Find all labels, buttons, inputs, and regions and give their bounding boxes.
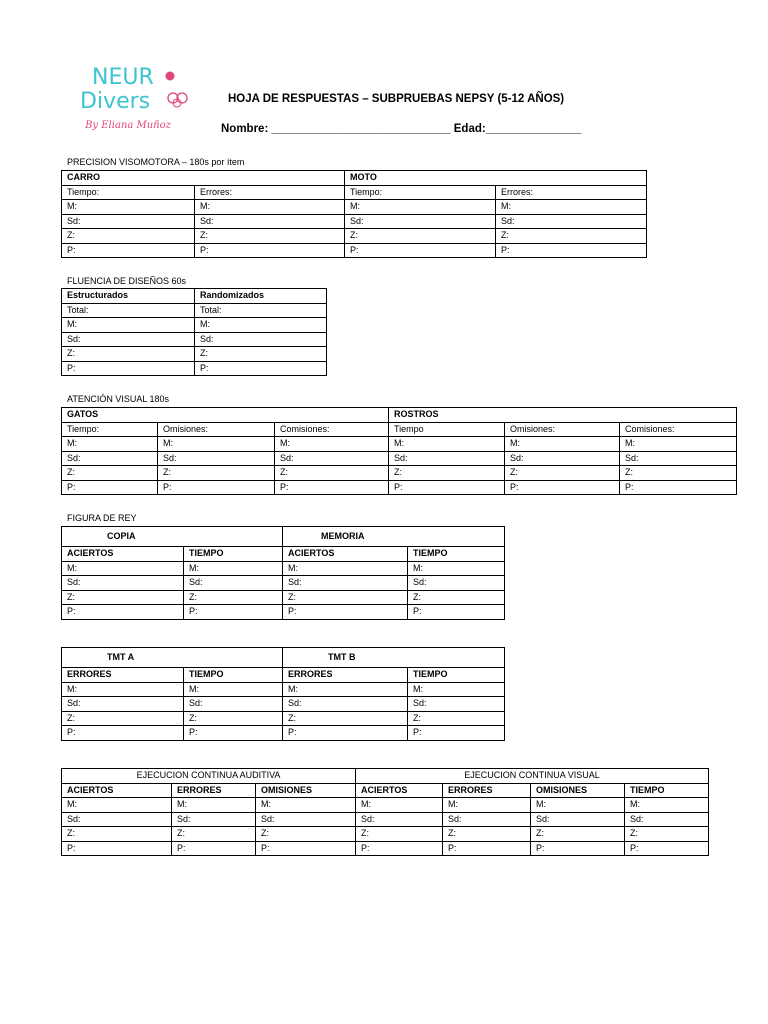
table-row [62, 798, 709, 813]
column-header: TIEMPO [408, 668, 505, 683]
column-header: TIEMPO [184, 547, 283, 562]
precision-table [61, 170, 647, 258]
table-cell[interactable]: Z: [184, 590, 283, 605]
table-cell[interactable]: Sd: [195, 332, 327, 347]
table-cell[interactable]: Sd: [62, 576, 184, 591]
table-cell[interactable]: Z: [158, 466, 275, 481]
table-cell[interactable]: Sd: [389, 451, 505, 466]
table-cell[interactable]: Z: [62, 229, 195, 244]
table-cell[interactable]: Total: [62, 303, 195, 318]
table-cell[interactable]: M: [620, 437, 737, 452]
table-cell[interactable]: P: [62, 361, 195, 376]
table-row [62, 422, 737, 437]
table-row [62, 437, 737, 452]
table-cell[interactable]: M: [256, 798, 356, 813]
logo-dot [166, 72, 175, 81]
group-label-rostros: ROSTROS [389, 408, 737, 423]
table-cell[interactable]: Sd: [505, 451, 620, 466]
table-row [62, 229, 647, 244]
table-cell[interactable]: M: [408, 682, 505, 697]
group-label-moto: MOTO [345, 171, 647, 186]
table-row [62, 590, 505, 605]
table-cell[interactable]: M: [62, 682, 184, 697]
table-row [62, 243, 647, 258]
table-row [62, 332, 327, 347]
column-header: Omisiones: [158, 422, 275, 437]
table-cell[interactable]: Z: [62, 590, 184, 605]
table-cell[interactable]: Sd: [62, 812, 172, 827]
table-cell[interactable]: P: [172, 841, 256, 856]
column-header: OMISIONES [256, 783, 356, 798]
table-row [62, 527, 505, 547]
table-cell[interactable]: Z: [620, 466, 737, 481]
table-cell[interactable]: Sd: [625, 812, 709, 827]
table-cell[interactable]: M: [283, 561, 408, 576]
table-cell[interactable]: Z: [184, 711, 283, 726]
table-cell[interactable]: Z: [625, 827, 709, 842]
table-cell[interactable]: P: [62, 841, 172, 856]
table-cell[interactable]: M: [184, 682, 283, 697]
column-header: OMISIONES [531, 783, 625, 798]
table-row [62, 214, 647, 229]
table-cell[interactable]: P: [531, 841, 625, 856]
column-header: ERRORES [283, 668, 408, 683]
table-cell[interactable]: Z: [389, 466, 505, 481]
table-cell[interactable]: P: [158, 480, 275, 495]
table-cell[interactable]: M: [356, 798, 443, 813]
group-label-carro: CARRO [62, 171, 345, 186]
table-cell[interactable]: Z: [505, 466, 620, 481]
column-header: ACIERTOS [62, 547, 184, 562]
table-cell[interactable]: P: [256, 841, 356, 856]
table-cell[interactable]: M: [625, 798, 709, 813]
table-cell[interactable]: Total: [195, 303, 327, 318]
group-label-copia: COPIA [62, 527, 283, 547]
table-cell[interactable]: Sd: [256, 812, 356, 827]
table-cell[interactable]: Z: [283, 590, 408, 605]
column-header: Randomizados [195, 289, 327, 304]
table-cell[interactable]: Sd: [62, 332, 195, 347]
column-header: Errores: [496, 185, 647, 200]
table-cell[interactable]: M: [496, 200, 647, 215]
group-label-auditiva: EJECUCION CONTINUA AUDITIVA [62, 769, 356, 784]
table-cell[interactable]: P: [62, 605, 184, 620]
column-header: TIEMPO [408, 547, 505, 562]
column-header: Tiempo [389, 422, 505, 437]
table-cell[interactable]: P: [408, 605, 505, 620]
column-header: Estructurados [62, 289, 195, 304]
column-header: ERRORES [62, 668, 184, 683]
table-cell[interactable]: Sd: [443, 812, 531, 827]
column-header: Errores: [195, 185, 345, 200]
table-cell[interactable]: Sd: [345, 214, 496, 229]
table-row [62, 289, 327, 304]
table-cell[interactable]: Sd: [531, 812, 625, 827]
column-header: Comisiones: [275, 422, 389, 437]
table-row [62, 303, 327, 318]
table-row [62, 668, 505, 683]
table-cell[interactable]: Z: [62, 827, 172, 842]
table-cell[interactable]: Sd: [408, 576, 505, 591]
table-cell[interactable]: P: [496, 243, 647, 258]
table-cell[interactable]: M: [389, 437, 505, 452]
table-cell[interactable]: Sd: [283, 697, 408, 712]
table-cell[interactable]: Z: [443, 827, 531, 842]
table-row [62, 726, 505, 741]
column-header: Tiempo: [62, 422, 158, 437]
table-cell[interactable]: Sd: [620, 451, 737, 466]
table-cell[interactable]: Sd: [496, 214, 647, 229]
table-cell[interactable]: P: [283, 605, 408, 620]
table-cell[interactable]: M: [158, 437, 275, 452]
table-row [62, 361, 327, 376]
group-label-memoria: MEMORIA [283, 527, 505, 547]
table-cell[interactable]: M: [345, 200, 496, 215]
logo-signature: By Eliana Muñoz [85, 120, 171, 131]
table-cell[interactable]: Sd: [275, 451, 389, 466]
table-cell[interactable]: Z: [345, 229, 496, 244]
table-cell[interactable]: Z: [275, 466, 389, 481]
table-cell[interactable]: P: [62, 480, 158, 495]
table-cell[interactable]: M: [62, 318, 195, 333]
table-row [62, 547, 505, 562]
table-cell[interactable]: P: [184, 605, 283, 620]
table-cell[interactable]: M: [275, 437, 389, 452]
table-cell[interactable]: M: [443, 798, 531, 813]
table-row [62, 812, 709, 827]
table-row [62, 561, 505, 576]
table-row [62, 841, 709, 856]
table-cell[interactable]: Z: [408, 711, 505, 726]
table-cell[interactable]: P: [620, 480, 737, 495]
group-label-gatos: GATOS [62, 408, 389, 423]
column-header: Comisiones: [620, 422, 737, 437]
table-cell[interactable]: Z: [283, 711, 408, 726]
table-row [62, 347, 327, 362]
table-row [62, 451, 737, 466]
table-cell[interactable]: Sd: [184, 697, 283, 712]
logo-line2: Divers [80, 89, 151, 114]
table-cell[interactable]: P: [345, 243, 496, 258]
table-row [62, 697, 505, 712]
table-cell[interactable]: Z: [408, 590, 505, 605]
rey-table [61, 526, 505, 620]
table-cell[interactable]: Sd: [195, 214, 345, 229]
table-cell[interactable]: Z: [256, 827, 356, 842]
table-cell[interactable]: M: [62, 200, 195, 215]
table-cell[interactable]: P: [356, 841, 443, 856]
group-label-tmt-a: TMT A [62, 648, 283, 668]
column-header: TIEMPO [184, 668, 283, 683]
table-cell[interactable]: Z: [62, 347, 195, 362]
table-row [62, 648, 505, 668]
table-cell[interactable]: Z: [356, 827, 443, 842]
table-cell[interactable]: Sd: [408, 697, 505, 712]
table-row [62, 605, 505, 620]
table-cell[interactable]: Sd: [62, 697, 184, 712]
table-row [62, 769, 709, 784]
table-row [62, 480, 737, 495]
table-cell[interactable]: P: [505, 480, 620, 495]
table-cell[interactable]: P: [62, 243, 195, 258]
column-header: ACIERTOS [283, 547, 408, 562]
table-row [62, 171, 647, 186]
column-header: ERRORES [443, 783, 531, 798]
table-cell[interactable]: P: [195, 243, 345, 258]
column-header: ERRORES [172, 783, 256, 798]
table-cell[interactable]: Sd: [283, 576, 408, 591]
table-cell[interactable]: P: [625, 841, 709, 856]
table-cell[interactable]: P: [389, 480, 505, 495]
table-cell[interactable]: M: [195, 200, 345, 215]
table-row [62, 783, 709, 798]
table-cell[interactable]: P: [62, 726, 184, 741]
column-header: Tiempo: [62, 185, 195, 200]
table-cell[interactable]: Z: [62, 466, 158, 481]
column-header: ACIERTOS [356, 783, 443, 798]
table-cell[interactable]: M: [172, 798, 256, 813]
table-cell[interactable]: Sd: [356, 812, 443, 827]
column-header: Omisiones: [505, 422, 620, 437]
atencion-table [61, 407, 737, 495]
table-cell[interactable]: Z: [195, 347, 327, 362]
group-label-tmt-b: TMT B [283, 648, 505, 668]
table-cell[interactable]: M: [531, 798, 625, 813]
group-label-visual: EJECUCION CONTINUA VISUAL [356, 769, 709, 784]
neurodiverso-logo [66, 56, 200, 140]
table-row [62, 576, 505, 591]
section-title-atencion: ATENCIÓN VISUAL 180s [67, 394, 170, 404]
table-row [62, 200, 647, 215]
table-cell[interactable]: M: [505, 437, 620, 452]
section-title-rey: FIGURA DE REY [67, 513, 137, 523]
table-cell[interactable]: M: [184, 561, 283, 576]
table-cell[interactable]: Z: [531, 827, 625, 842]
page-title: HOJA DE RESPUESTAS – SUBPRUEBAS NEPSY (5-12 AÑOS) [228, 93, 565, 105]
column-header: Tiempo: [345, 185, 496, 200]
ejecucion-table [61, 768, 709, 856]
section-title-precision: PRECISION VISOMOTORA – 180s por ítem [67, 157, 245, 167]
logo-line1: NEUR [92, 65, 154, 90]
table-cell[interactable]: P: [443, 841, 531, 856]
table-cell[interactable]: Z: [62, 711, 184, 726]
table-row [62, 711, 505, 726]
table-cell[interactable]: M: [195, 318, 327, 333]
table-cell[interactable]: Sd: [158, 451, 275, 466]
column-header: TIEMPO [625, 783, 709, 798]
brain-icon [168, 93, 187, 107]
table-cell[interactable]: Z: [172, 827, 256, 842]
table-cell[interactable]: Z: [195, 229, 345, 244]
table-cell[interactable]: M: [283, 682, 408, 697]
section-title-fluencia: FLUENCIA DE DISEÑOS 60s [67, 276, 187, 286]
table-cell[interactable]: M: [62, 561, 184, 576]
table-cell[interactable]: M: [408, 561, 505, 576]
table-row [62, 185, 647, 200]
table-row [62, 318, 327, 333]
column-header: ACIERTOS [62, 783, 172, 798]
table-cell[interactable]: Z: [496, 229, 647, 244]
table-cell[interactable]: P: [283, 726, 408, 741]
table-cell[interactable]: P: [408, 726, 505, 741]
table-cell[interactable]: Sd: [62, 214, 195, 229]
table-row [62, 827, 709, 842]
tmt-table [61, 647, 505, 741]
table-row [62, 682, 505, 697]
table-cell[interactable]: Sd: [184, 576, 283, 591]
table-row [62, 466, 737, 481]
table-cell[interactable]: P: [195, 361, 327, 376]
table-row [62, 408, 737, 423]
table-cell[interactable]: M: [62, 437, 158, 452]
table-cell[interactable]: P: [275, 480, 389, 495]
fluencia-table [61, 288, 327, 376]
name-age-line: Nombre: ____________________________ Edad:_______________ [221, 123, 582, 135]
table-cell[interactable]: M: [62, 798, 172, 813]
table-cell[interactable]: P: [184, 726, 283, 741]
table-cell[interactable]: Sd: [172, 812, 256, 827]
table-cell[interactable]: Sd: [62, 451, 158, 466]
